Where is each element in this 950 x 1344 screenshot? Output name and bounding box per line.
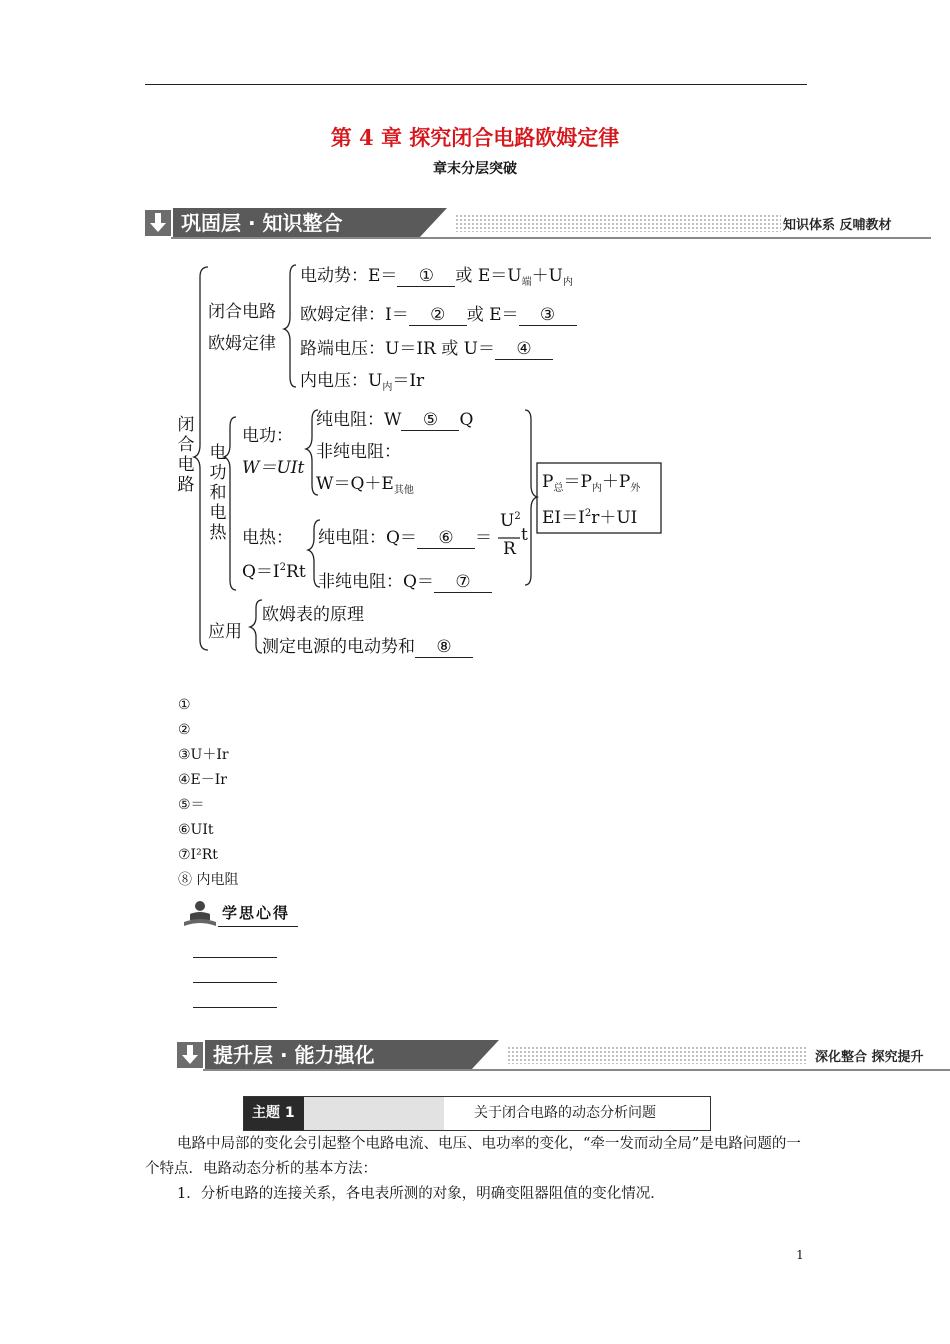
topic-label: 主题 1 (244, 1097, 304, 1130)
energy-relation: $EI=I^2r+UI$ (542, 508, 638, 528)
internal-voltage-row: 内电压：$U_内=Ir$ (300, 371, 425, 393)
b2-label: 电功和电热 (209, 443, 227, 543)
header-rule (145, 84, 807, 85)
note-line (193, 957, 277, 958)
banner-dots (507, 1046, 807, 1064)
section-tag: 知识体系 反哺教材 (783, 218, 892, 233)
answer-item: ⑤＝ (178, 797, 205, 813)
topic-text: 关于闭合电路的动态分析问题 (474, 1105, 656, 1121)
page-number: 1 (796, 1248, 804, 1262)
reader-icon (182, 900, 218, 928)
work-formula: W＝UIt (242, 458, 305, 478)
work-nonpure-formula: $W=Q+E_{其他}$ (316, 474, 414, 496)
banner-dots (455, 214, 781, 232)
answer-item: ③U＋Ir (178, 747, 229, 763)
note-line (193, 1007, 277, 1008)
emf-row: 电动势：E＝ ① 或 $E=U_端+U_内$ (300, 266, 573, 288)
answer-item: ⑦I²Rt (178, 847, 218, 863)
note-line (193, 982, 277, 983)
body-paragraph: 1．分析电路的连接关系，各电表所测的对象，明确变阻器阻值的变化情况． (177, 1186, 665, 1202)
section-tag: 深化整合 探究提升 (815, 1050, 924, 1065)
answer-item: ① (178, 697, 191, 713)
section-banner-consolidate (145, 208, 935, 238)
section-title: 提升层 · 能力强化 (205, 1040, 471, 1070)
chapter-subtitle: 章末分层突破 (433, 161, 517, 177)
heat-label: 电热： (242, 528, 293, 548)
reflection-label: 学思心得 (222, 904, 291, 922)
power-relation: $P_总=P_内+P_外$ (542, 472, 641, 494)
root-label: 闭合电路 (177, 415, 195, 495)
fraction-time: t (521, 525, 528, 545)
b1-label-2: 欧姆定律 (208, 334, 276, 354)
knowledge-diagram (170, 255, 700, 675)
answer-item: ⑧ 内电阻 (178, 872, 239, 888)
fraction-denominator: R (503, 539, 516, 559)
banner-baseline (171, 237, 931, 239)
work-nonpure-label: 非纯电阻： (316, 442, 401, 462)
fraction-numerator: $U^2$ (500, 511, 521, 531)
heat-nonpure-row: 非纯电阻：Q＝ ⑦ (318, 567, 492, 593)
heat-pure-row: 纯电阻：Q＝ ⑥ ＝ (318, 528, 492, 548)
banner-diagonal (471, 1040, 499, 1070)
banner-diagonal (419, 208, 447, 238)
answer-item: ② (178, 722, 191, 738)
topic-box (243, 1096, 711, 1131)
banner-baseline (203, 1069, 950, 1071)
terminal-voltage-row: 路端电压：U＝IR 或 U＝ ④ (300, 334, 553, 360)
app-ohmmeter: 欧姆表的原理 (262, 605, 364, 625)
section-title: 巩固层 · 知识整合 (173, 208, 419, 238)
answer-item: ⑥UIt (178, 822, 214, 838)
answer-list (178, 693, 238, 893)
down-arrow-icon (145, 210, 171, 236)
topic-grey-fill (304, 1097, 444, 1130)
reflection-underline (218, 926, 298, 927)
chapter-title: 第 4 章 探究闭合电路欧姆定律 (330, 125, 620, 150)
b3-label: 应用 (208, 622, 242, 642)
ohm-row: 欧姆定律：I＝ ② 或 E＝ ③ (300, 300, 577, 326)
heat-formula: $Q=I^2Rt$ (242, 562, 306, 582)
answer-item: ④E－Ir (178, 772, 227, 788)
body-paragraph: 电路中局部的变化会引起整个电路电流、电压、电功率的变化，“牵一发而动全局”是电路问题的一个特点．电路动态分析的基本方法： (145, 1136, 801, 1177)
section-banner-improve (177, 1040, 950, 1070)
work-pure-row: 纯电阻：W ⑤ Q (316, 410, 474, 430)
down-arrow-icon (177, 1042, 203, 1068)
app-measure: 测定电源的电动势和 ⑧ (262, 632, 473, 658)
b1-label-1: 闭合电路 (208, 302, 276, 322)
work-label: 电功： (242, 426, 293, 446)
